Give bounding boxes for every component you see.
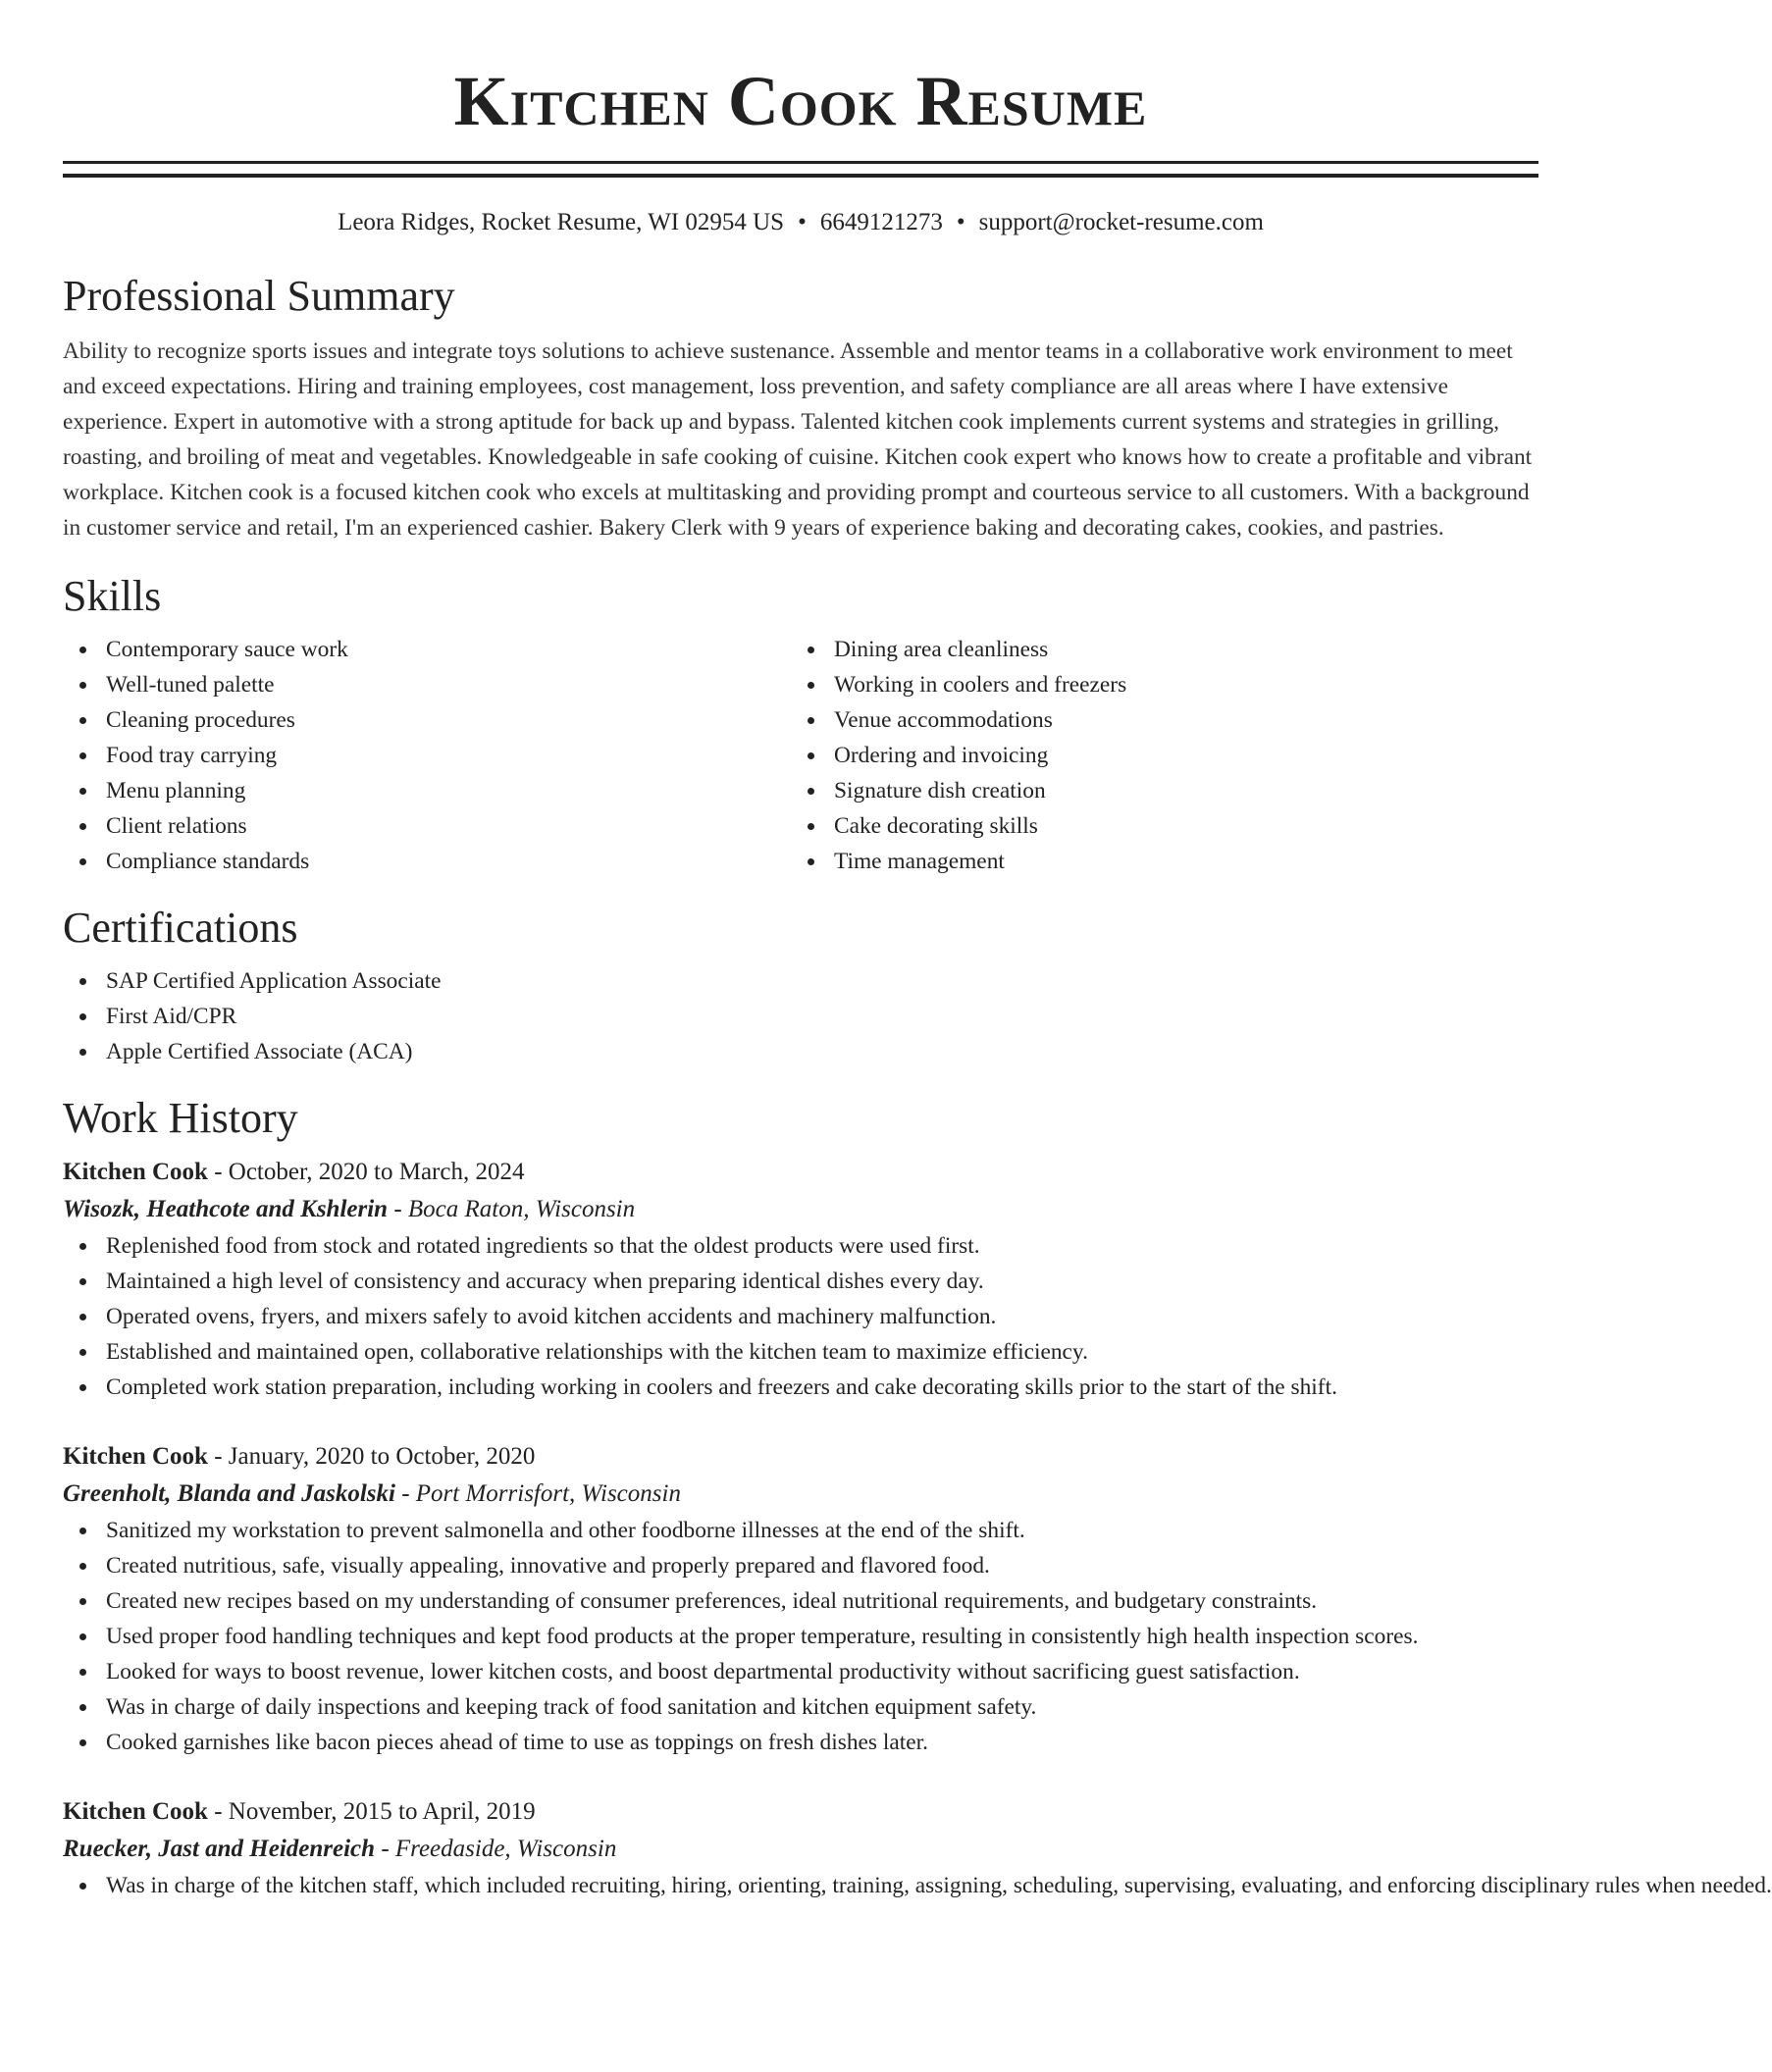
job-location: - Port Morrisfort, Wisconsin [401,1480,681,1507]
job-employer [63,1191,1538,1228]
job-dates: - October, 2020 to March, 2024 [214,1159,525,1185]
job-location: - Boca Raton, Wisconsin [393,1196,636,1222]
company-name: Wisozk, Heathcote and Kshlerin [63,1196,389,1222]
work-history-section [63,1093,1772,1903]
list-item: Cake decorating skills [791,808,1519,844]
job-entry [63,1154,1538,1405]
list-item: Apple Certified Associate (ACA) [63,1034,1538,1069]
list-item: Menu planning [63,773,791,808]
list-item: Used proper food handling techniques and kept food products at the proper temperature, resulting in consistently high health inspection scores. [63,1619,1538,1654]
list-item: Established and maintained open, collaborative relationships with the kitchen team to maximize efficiency. [63,1334,1538,1370]
list-item: Well-tuned palette [63,667,791,702]
summary-section [63,271,1538,545]
list-item: Completed work station preparation, including working in coolers and freezers and cake decorating skills prior to the start of the shift. [63,1370,1538,1405]
job-dates: - November, 2015 to April, 2019 [214,1798,536,1825]
work-history-heading: Work History [63,1094,298,1142]
list-item: Contemporary sauce work [63,632,791,667]
list-item: Replenished food from stock and rotated ingredients so that the oldest products were used first. [63,1228,1538,1264]
list-item: Cooked garnishes like bacon pieces ahead of time to use as toppings on fresh dishes later. [63,1725,1538,1760]
contact-phone: 6649121273 [819,209,943,235]
list-item: Was in charge of daily inspections and keeping track of food sanitation and kitchen equipment safety. [63,1689,1538,1725]
list-item: Signature dish creation [791,773,1519,808]
list-item: Food tray carrying [63,738,791,773]
list-item: Cleaning procedures [63,702,791,738]
list-item: Working in coolers and freezers [791,667,1519,702]
job-title: Kitchen Cook [63,1443,208,1470]
skills-grid [63,632,1538,879]
job-location: - Freedaside, Wisconsin [381,1836,617,1862]
job-dates: - January, 2020 to October, 2020 [214,1443,536,1470]
skills-list-left [63,632,791,879]
contact-separator: • [956,209,965,235]
list-item: Was in charge of the kitchen staff, which included recruiting, hiring, orienting, training, assigning, scheduling, supervising, evaluating, and enforcing disciplinary rules when needed. [63,1868,1538,1903]
list-item: Ordering and invoicing [791,738,1519,773]
job-duties [63,1228,1538,1405]
job-duties [63,1868,1772,1903]
company-name: Ruecker, Jast and Heidenreich [63,1836,376,1862]
summary-heading: Professional Summary [63,272,455,320]
skills-heading: Skills [63,572,162,620]
job-title: Kitchen Cook [63,1159,208,1185]
list-item: Compliance standards [63,844,791,879]
contact-separator: • [798,209,807,235]
job-header [63,1793,1538,1831]
job-entry [63,1438,1538,1760]
job-duties [63,1513,1538,1760]
company-name: Greenholt, Blanda and Jaskolski [63,1480,395,1507]
list-item: Created new recipes based on my understanding of consumer preferences, ideal nutritional requirements, and budgetary constraints. [63,1583,1538,1619]
job-entry [63,1793,1772,1903]
skills-section [63,571,1538,879]
certifications-heading: Certifications [63,904,298,952]
list-item: Dining area cleanliness [791,632,1519,667]
certifications-list [63,963,1538,1069]
job-header [63,1438,1538,1476]
skills-list-right [791,632,1519,879]
list-item: Venue accommodations [791,702,1519,738]
list-item: Maintained a high level of consistency and accuracy when preparing identical dishes every day. [63,1264,1538,1299]
list-item: Client relations [63,808,791,844]
list-item: Sanitized my workstation to prevent salmonella and other foodborne illnesses at the end of the shift. [63,1513,1538,1548]
list-item: First Aid/CPR [63,999,1538,1034]
list-item: SAP Certified Application Associate [63,963,1538,999]
title-divider [63,161,1538,178]
certifications-section [63,903,1538,1069]
job-employer [63,1831,1538,1868]
summary-text: Ability to recognize sports issues and integrate toys solutions to achieve sustenance. Assemble and mentor teams in a collaborative work environment to meet and exceed expectations. Hiring and training employees, cost management, loss prevention, and safety compliance are all areas where I have extensive experience. Expert in automotive with a strong aptitude for back up and bypass. Talented kitchen cook implements current systems and strategies in grilling, roasting, and broiling of meat and vegetables. Knowledgeable in safe cooking of cuisine. Kitchen cook expert who knows how to create a profitable and vibrant workplace. Kitchen cook is a focused kitchen cook who excels at multitasking and providing prompt and courteous service to all customers. With a background in customer service and retail, I'm an experienced cashier. Bakery Clerk with 9 years of experience baking and decorating cakes, cookies, and pastries. [63,338,1533,541]
list-item: Created nutritious, safe, visually appealing, innovative and properly prepared and flavored food. [63,1548,1538,1583]
job-header [63,1154,1538,1191]
list-item: Looked for ways to boost revenue, lower kitchen costs, and boost departmental productivity without sacrificing guest satisfaction. [63,1654,1538,1689]
resume-title: Kitchen Cook Resume [453,62,1148,140]
job-employer [63,1476,1538,1513]
job-title: Kitchen Cook [63,1798,208,1825]
list-item: Operated ovens, fryers, and mixers safely to avoid kitchen accidents and machinery malfunction. [63,1299,1538,1334]
contact-email: support@rocket-resume.com [978,209,1264,235]
contact-address: Leora Ridges, Rocket Resume, WI 02954 US [338,209,785,235]
resume-page [63,0,1772,1903]
list-item: Time management [791,844,1519,879]
contact-line [63,208,1538,237]
